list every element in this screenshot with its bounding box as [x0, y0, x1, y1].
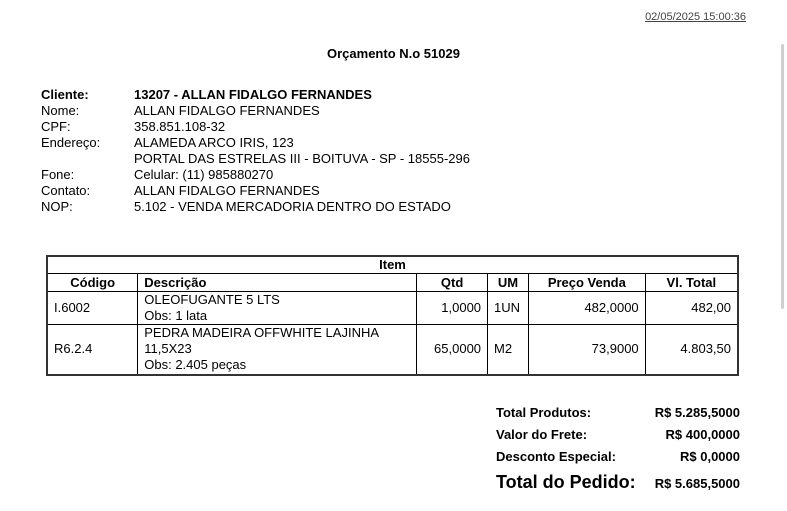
col-header-um: UM — [488, 274, 529, 292]
cell-total: 482,00 — [645, 292, 738, 325]
col-header-preco: Preço Venda — [529, 274, 646, 292]
endereco-label: Endereço: — [41, 135, 101, 150]
cell-descricao — [138, 325, 417, 375]
fone-value: Celular: (11) 985880270 — [134, 167, 274, 182]
cell-um: 1UN — [488, 292, 529, 325]
endereco-row — [41, 135, 470, 151]
cell-qtd: 1,0000 — [417, 292, 488, 325]
col-header-total: Vl. Total — [645, 274, 738, 292]
desconto-value: R$ 0,0000 — [680, 449, 740, 464]
page-title: Orçamento N.o 51029 — [327, 46, 460, 61]
desc-obs: Obs: 2.405 peças — [144, 357, 247, 373]
nop-value: 5.102 - VENDA MERCADORIA DENTRO DO ESTADO — [134, 199, 451, 214]
col-header-codigo: Código — [47, 274, 138, 292]
desconto-row — [496, 448, 740, 470]
cell-codigo: R6.2.4 — [47, 325, 138, 375]
endereco-line2: PORTAL DAS ESTRELAS III - BOITUVA - SP - 18555-296 — [134, 151, 470, 166]
cell-descricao — [138, 292, 417, 325]
cpf-value: 358.851.108-32 — [134, 119, 226, 134]
contato-row — [41, 183, 470, 199]
cliente-row — [41, 87, 470, 103]
table-row — [47, 325, 738, 375]
vertical-scrollbar[interactable] — [781, 44, 784, 309]
total-pedido-label: Total do Pedido: — [496, 472, 636, 492]
cpf-row — [41, 119, 470, 135]
fone-row — [41, 167, 470, 183]
col-header-qtd: Qtd — [417, 274, 488, 292]
total-produtos-row — [496, 404, 740, 426]
cell-preco: 73,9000 — [529, 325, 646, 375]
cell-qtd: 65,0000 — [417, 325, 488, 375]
cliente-value: 13207 - ALLAN FIDALGO FERNANDES — [134, 87, 372, 102]
nop-label: NOP: — [41, 199, 73, 214]
col-header-descricao: Descrição — [138, 274, 417, 292]
valor-frete-value: R$ 400,0000 — [665, 427, 740, 442]
cell-preco: 482,0000 — [529, 292, 646, 325]
valor-frete-label: Valor do Frete: — [496, 427, 588, 442]
fone-label: Fone: — [41, 167, 75, 182]
total-produtos-label: Total Produtos: — [496, 405, 592, 420]
desc-obs: Obs: 1 lata — [144, 308, 208, 323]
contato-label: Contato: — [41, 183, 91, 198]
print-timestamp: 02/05/2025 15:00:36 — [645, 11, 746, 23]
cliente-label: Cliente: — [41, 87, 89, 102]
totals-block — [496, 404, 740, 496]
desc-line: PEDRA MADEIRA OFFWHITE LAJINHA — [144, 325, 380, 341]
table-header-row — [47, 274, 738, 292]
total-pedido-value: R$ 5.685,5000 — [654, 476, 740, 491]
nome-label: Nome: — [41, 103, 80, 118]
contato-value: ALLAN FIDALGO FERNANDES — [134, 183, 320, 198]
valor-frete-row — [496, 426, 740, 448]
desconto-label: Desconto Especial: — [496, 449, 616, 464]
cell-um: M2 — [488, 325, 529, 375]
items-group-header-row — [47, 256, 738, 274]
client-info-block — [41, 87, 470, 215]
desc-line: 11,5X23 — [144, 341, 192, 357]
endereco-row-2 — [41, 151, 470, 167]
total-pedido-row — [496, 470, 740, 496]
nome-value: ALLAN FIDALGO FERNANDES — [134, 103, 320, 118]
total-produtos-value: R$ 5.285,5000 — [654, 405, 740, 420]
table-row — [47, 292, 738, 325]
endereco-line1: ALAMEDA ARCO IRIS, 123 — [134, 135, 294, 150]
nome-row — [41, 103, 470, 119]
cell-codigo: I.6002 — [47, 292, 138, 325]
nop-row — [41, 199, 470, 215]
items-table — [46, 255, 739, 376]
desc-line: OLEOFUGANTE 5 LTS — [144, 292, 280, 307]
cell-total: 4.803,50 — [645, 325, 738, 375]
items-group-header: Item — [47, 256, 738, 274]
cpf-label: CPF: — [41, 119, 71, 134]
